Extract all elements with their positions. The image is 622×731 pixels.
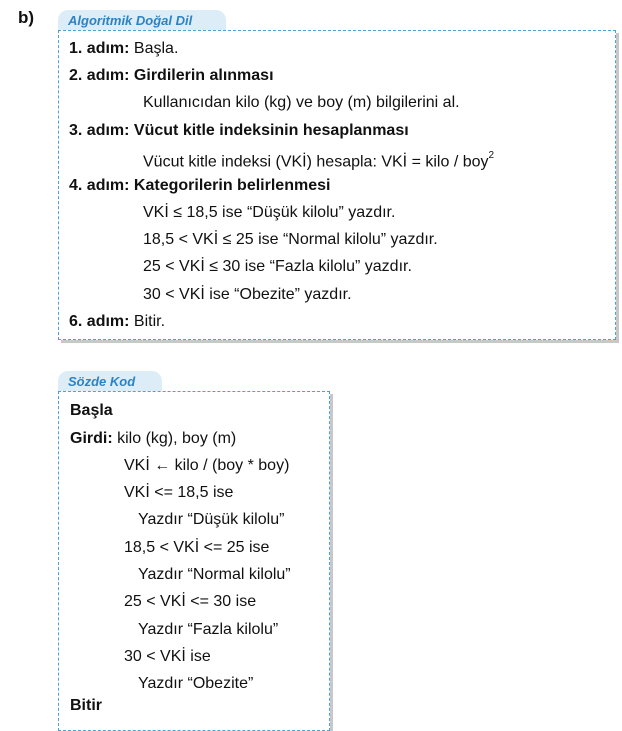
exponent: 2 — [488, 150, 495, 161]
code-line: VKİ ← kilo / (boy * boy) — [124, 457, 290, 474]
step-detail: 25 < VKİ ≤ 30 ise “Fazla kilolu” yazdır. — [143, 258, 412, 275]
pseudocode-box — [58, 391, 330, 731]
step-number: 4. adım: — [69, 177, 130, 194]
step-number: 2. adım: — [69, 67, 130, 84]
code-line: 18,5 < VKİ <= 25 ise — [124, 539, 270, 556]
step-detail: Kullanıcıdan kilo (kg) ve boy (m) bilgilerini al. — [143, 94, 460, 111]
input-keyword: Girdi: — [70, 430, 113, 447]
code-start: Başla — [70, 402, 113, 419]
algorithm-box — [58, 30, 616, 340]
step-text: Kategorilerin belirlenmesi — [133, 177, 331, 194]
step-detail: 30 < VKİ ise “Obezite” yazdır. — [143, 286, 352, 303]
step-text: Bitir. — [133, 313, 166, 330]
step-detail: VKİ ≤ 18,5 ise “Düşük kilolu” yazdır. — [143, 204, 396, 221]
code-line: Yazdır “Normal kilolu” — [138, 566, 291, 583]
code-line: 25 < VKİ <= 30 ise — [124, 593, 257, 610]
step-text: Vücut kitle indeksinin hesaplanması — [133, 122, 409, 139]
code-input-line — [70, 429, 236, 449]
code-line: Yazdır “Obezite” — [138, 675, 254, 692]
step-text: Başla. — [133, 40, 179, 57]
section-label: b) — [18, 8, 35, 27]
step-3 — [69, 121, 409, 141]
step-text: Girdilerin alınması — [133, 67, 274, 84]
step-number: 6. adım: — [69, 313, 130, 330]
code-line: 30 < VKİ ise — [124, 648, 211, 665]
code-line: Yazdır “Düşük kilolu” — [138, 511, 285, 528]
code-end: Bitir — [70, 697, 102, 714]
step-number: 3. adım: — [69, 122, 130, 139]
step-detail-formula — [143, 148, 494, 172]
step-number: 1. adım: — [69, 40, 130, 57]
input-value: kilo (kg), boy (m) — [117, 430, 237, 447]
step-detail: 18,5 < VKİ ≤ 25 ise “Normal kilolu” yazdır. — [143, 231, 438, 248]
step-6 — [69, 312, 165, 332]
pseudocode-tab-label: Sözde Kod — [58, 371, 162, 391]
code-line: Yazdır “Fazla kilolu” — [138, 621, 279, 638]
code-line: VKİ <= 18,5 ise — [124, 484, 234, 501]
step-1 — [69, 39, 178, 59]
formula-text: Vücut kitle indeksi (VKİ) hesapla: VKİ = kilo / boy — [143, 153, 489, 171]
step-2 — [69, 66, 274, 86]
step-4 — [69, 176, 330, 196]
algorithm-tab-label: Algoritmik Doğal Dil — [58, 10, 226, 30]
